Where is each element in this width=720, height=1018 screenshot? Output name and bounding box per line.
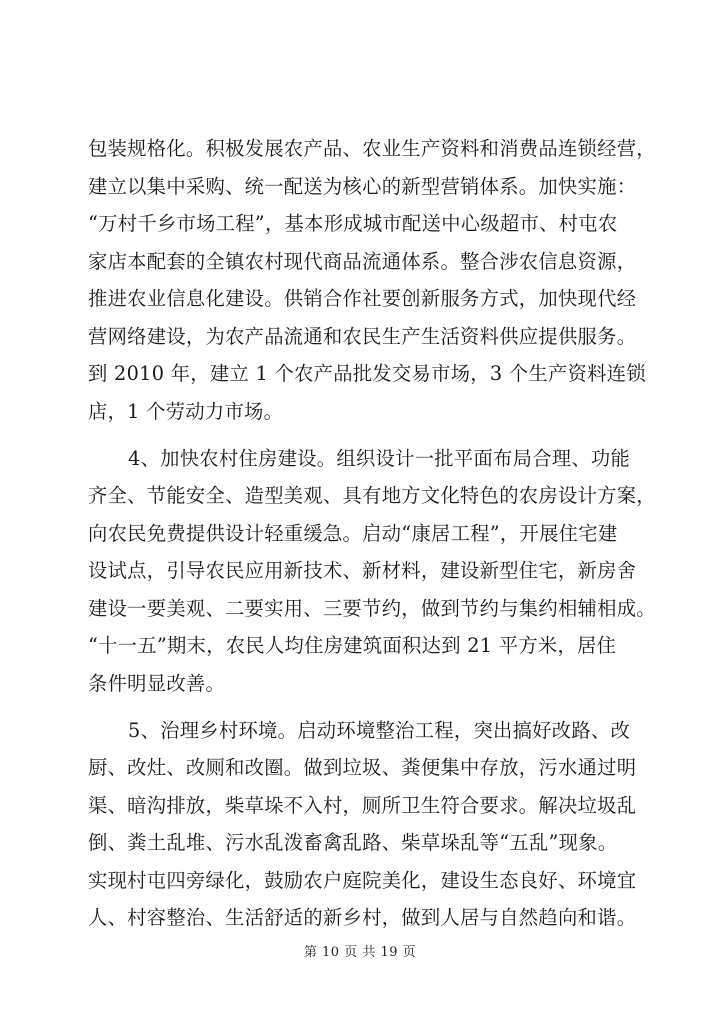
text-line: 倒、粪土乱堆、污水乱泼畜禽乱路、柴草垛乱等“五乱”现象。 bbox=[88, 831, 618, 854]
text-line: 店，1 个劳动力市场。 bbox=[88, 399, 284, 423]
text-line: 实现村屯四旁绿化，鼓励农户庭院美化，建设生态良好、环境宜 bbox=[88, 868, 637, 892]
section-heading-line: 5、治理乡村环境。启动环境整治工程，突出搞好改路、改 bbox=[128, 718, 631, 742]
text-line: “十一五”期末，农民人均住房建筑面积达到 21 平方米，居住 bbox=[88, 634, 617, 657]
text-line: 推进农业信息化建设。供销合作社要创新服务方式，加快现代经 bbox=[88, 287, 637, 310]
text-line: 家店本配套的全镇农村现代商品流通体系。整合涉农信息资源， bbox=[88, 249, 637, 273]
text-line: 齐全、节能安全、造型美观、具有地方文化特色的农房设计方案， bbox=[88, 484, 656, 507]
text-line: 设试点，引导农民应用新技术、新材料，建设新型住宅，新房舍 bbox=[88, 559, 637, 582]
text-line: 厨、改灶、改厕和改圈。做到垃圾、粪便集中存放，污水通过明 bbox=[88, 756, 637, 779]
text-line: 条件明显改善。 bbox=[88, 671, 226, 695]
text-line: 建立以集中采购、统一配送为核心的新型营销体系。加快实施： bbox=[88, 174, 637, 198]
text-line: 向农民免费提供设计轻重缓急。启动“康居工程”，开展住宅建 bbox=[88, 521, 618, 545]
text-line: “万村千乡市场工程”，基本形成城市配送中心级超市、村屯农 bbox=[88, 212, 618, 235]
text-line: 人、村容整治、生活舒适的新乡村，做到人居与自然趋向和谐。 bbox=[88, 906, 637, 929]
text-line: 渠、暗沟排放，柴草垛不入村，厕所卫生符合要求。解决垃圾乱 bbox=[88, 793, 637, 817]
text-line: 营网络建设，为农产品流通和农民生产生活资料供应提供服务。 bbox=[88, 324, 637, 348]
document-body bbox=[88, 130, 656, 937]
page-number-footer: 第 10 页 共 19 页 bbox=[303, 945, 417, 960]
text-line: 到 2010 年，建立 1 个农产品批发交易市场，3 个生产资料连锁 bbox=[88, 362, 646, 385]
text-line: 建设一要美观、二要实用、三要节约，做到节约与集约相辅相成。 bbox=[88, 596, 656, 620]
section-heading-line: 4、加快农村住房建设。组织设计一批平面布局合理、功能 bbox=[128, 446, 631, 470]
text-line: 包装规格化。积极发展农产品、农业生产资料和消费品连锁经营， bbox=[88, 137, 656, 160]
